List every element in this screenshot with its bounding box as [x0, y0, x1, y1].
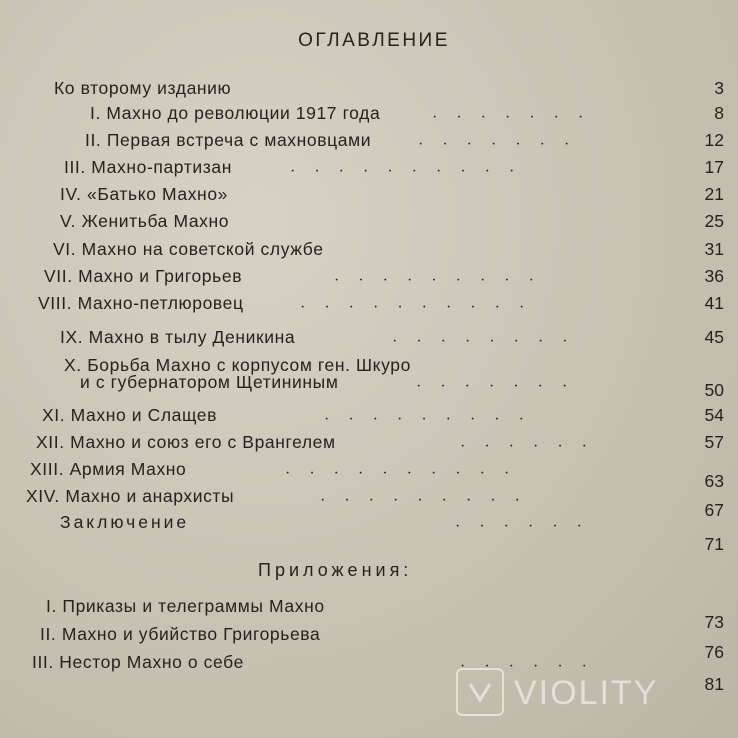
toc-entry-label: V. Женитьба Махно	[60, 211, 230, 231]
toc-entry-page: 17	[704, 157, 724, 177]
toc-entry	[0, 405, 738, 433]
toc-entry	[0, 293, 738, 321]
toc-entry	[0, 157, 738, 185]
leader-dots: ·········	[334, 272, 553, 289]
toc-entry-label: VII. Махно и Григорьев	[44, 266, 243, 286]
toc-entry	[0, 103, 738, 131]
toc-entry	[0, 239, 738, 267]
toc-entry	[0, 78, 738, 106]
toc-entry-page: 67	[704, 500, 724, 520]
toc-entry	[0, 432, 738, 460]
appendix-entry-page: 76	[704, 642, 724, 662]
toc-entry-label: XIII. Армия Махно	[30, 459, 187, 479]
toc-entry-page: 3	[714, 78, 724, 98]
toc-entry	[0, 459, 738, 491]
toc-entry	[0, 130, 738, 158]
leader-dots: ·········	[320, 492, 539, 509]
toc-entry-page: 45	[704, 327, 724, 347]
toc-entry-label: XII. Махно и союз его с Врангелем	[36, 432, 336, 452]
leader-dots: ··········	[300, 299, 544, 316]
toc-entry-label: II. Первая встреча с махновцами	[85, 130, 372, 150]
toc-entry-page: 12	[704, 130, 724, 150]
toc-entry-label: X. Борьба Махно с корпусом ген. Шкуро	[64, 355, 411, 375]
watermark	[456, 668, 726, 718]
appendix-entry-label: II. Махно и убийство Григорьева	[40, 624, 321, 644]
toc-entry-label: Заключение	[60, 512, 190, 532]
toc-entry-page: 57	[704, 432, 724, 452]
appendix-heading: Приложения:	[258, 560, 413, 580]
toc-entry-page: 21	[704, 184, 724, 204]
toc-entry-label: XIV. Махно и анархисты	[26, 486, 235, 506]
toc-entry-label: III. Махно-партизан	[64, 157, 232, 177]
toc-entry-label: I. Махно до революции 1917 года	[90, 103, 381, 123]
leader-dots: ·········	[324, 411, 543, 428]
leader-dots: ··········	[285, 465, 529, 482]
toc-entry	[0, 211, 738, 239]
watermark-logo-icon	[456, 668, 504, 716]
appendix-entry-page: 81	[704, 674, 724, 694]
toc-entry-page: 50	[704, 380, 724, 400]
toc-entry-page: 41	[704, 293, 724, 313]
toc-entry	[0, 486, 738, 520]
leader-dots: ·······	[432, 109, 603, 126]
appendix-entry-page: 73	[704, 612, 724, 632]
leader-dots: ······	[455, 518, 601, 535]
leader-dots: ··········	[290, 163, 534, 180]
leader-dots: ·······	[418, 136, 589, 153]
toc-entry	[0, 512, 738, 554]
leader-dots: ········	[392, 333, 587, 350]
toc-entry-page: 71	[704, 534, 724, 554]
leader-dots: ······	[460, 438, 606, 455]
toc-entry-label: IV. «Батько Махно»	[60, 184, 228, 204]
toc-entry-label: VI. Махно на советской службе	[53, 239, 324, 259]
appendix-entry-label: I. Приказы и телеграммы Махно	[46, 596, 325, 616]
toc-entry	[0, 266, 738, 294]
leader-dots: ·······	[416, 378, 587, 395]
toc-entry-label: VIII. Махно-петлюровец	[38, 293, 244, 313]
toc-entry-page: 25	[704, 211, 724, 231]
toc-entry	[0, 327, 738, 355]
toc-entry	[0, 372, 738, 400]
toc-entry-label: IX. Махно в тылу Деникина	[60, 327, 296, 347]
watermark-text: VIOLITY	[514, 674, 659, 712]
toc-entry-page: 54	[704, 405, 724, 425]
toc-entry-page: 36	[704, 266, 724, 286]
toc-entry-page: 8	[714, 103, 724, 123]
toc-entry-page: 63	[704, 471, 724, 491]
appendix-entry	[0, 596, 738, 632]
leader-dots: ······	[460, 658, 606, 675]
toc-entry-label: XI. Махно и Слащев	[42, 405, 218, 425]
toc-entry-page: 31	[704, 239, 724, 259]
toc-entry-label: и с губернатором Щетининым	[80, 372, 339, 392]
toc-entry-label: Ко второму изданию	[54, 78, 232, 98]
appendix-entry-label: III. Нестор Махно о себе	[32, 652, 244, 672]
toc-entry	[0, 184, 738, 212]
page-title: ОГЛАВЛЕНИЕ	[298, 30, 450, 51]
